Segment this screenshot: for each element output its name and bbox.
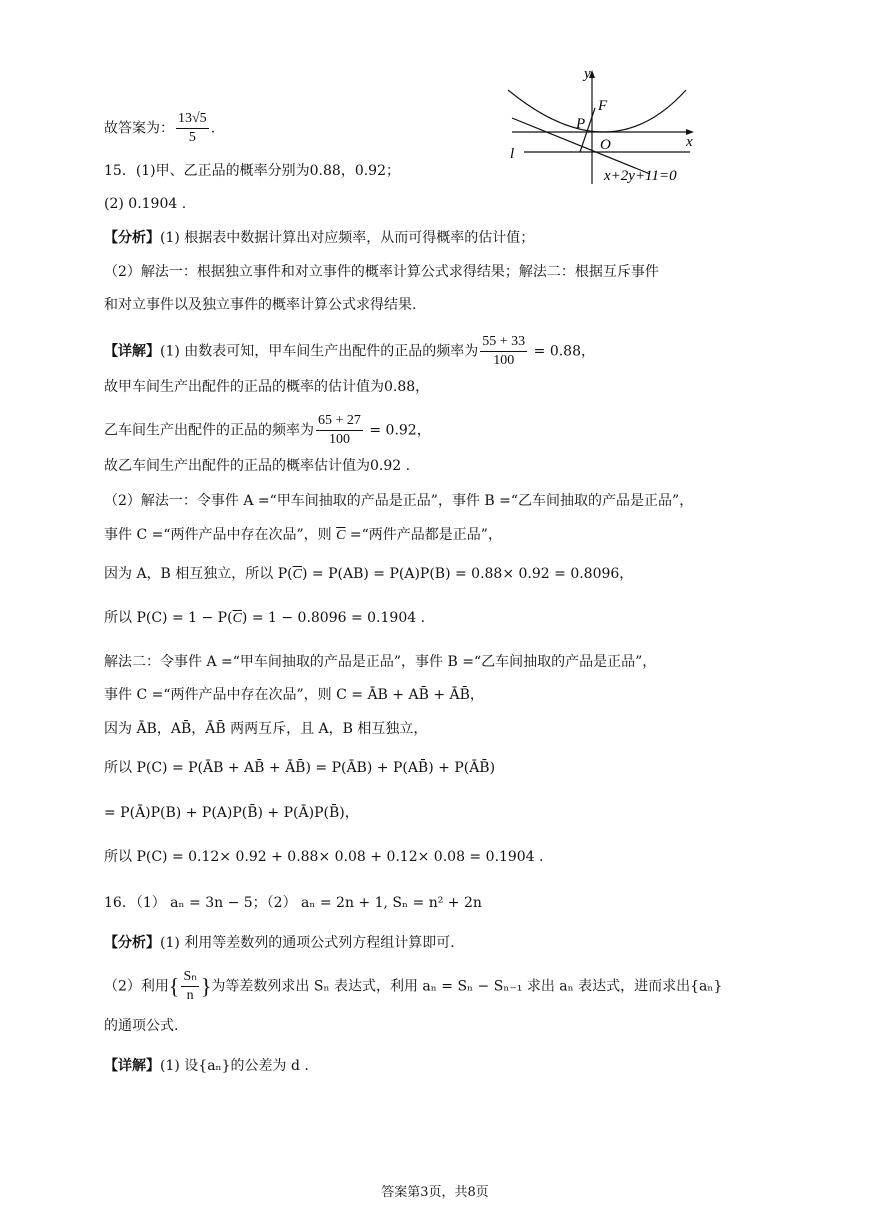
fraction-numerator: 65 + 27 — [316, 412, 363, 431]
detail-text: (1) 设{aₙ}的公差为 d . — [160, 1058, 309, 1074]
label-l: l — [510, 146, 515, 162]
q16-heading: 16．（1） aₙ = 3n − 5；（2） aₙ = 2n + 1, Sₙ = n² + 2n — [104, 895, 482, 911]
answer-14 — [104, 110, 215, 147]
analysis-text: (1) 根据表中数据计算出对应频率，从而可得概率的估计值； — [160, 230, 535, 246]
detail-end: = 0.88， — [529, 343, 595, 360]
q16-detail — [104, 1055, 309, 1077]
q15-method1-b — [104, 524, 502, 547]
label-p: P — [576, 116, 586, 132]
q15-detail-4: 故乙车间生产出配件的正品的概率估计值为0.92 . — [104, 458, 411, 474]
q15-method2-d: 所以 P(C) = P(ĀB + AB̄ + ĀB̄) = P(ĀB) + P(AB̄) + P(ĀB̄) — [104, 760, 496, 776]
label-y: y — [584, 66, 591, 82]
q15-heading: 15．(1)甲、乙正品的概率分别为0.88，0.92； — [104, 163, 400, 179]
text-pre: 所以 P(C) = 1 − P( — [104, 610, 233, 626]
fraction-denominator: 5 — [188, 130, 196, 145]
freq-fraction-1 — [480, 333, 527, 370]
q15-method1-c — [104, 563, 633, 586]
text-pre: 因为 A，B 相互独立，所以 P( — [104, 566, 293, 582]
brace-left: { — [168, 973, 180, 999]
answer-14-prefix: 故答案为： — [104, 120, 174, 137]
q15-method2-a: 解法二：令事件 A =“甲车间抽取的产品是正品”，事件 B =“乙车间抽取的产品是正品”， — [104, 654, 657, 670]
answer-14-fraction — [176, 110, 209, 147]
detail-text: (1) 由数表可知，甲车间生产出配件的正品的频率为 — [160, 343, 479, 360]
q15-detail-1 — [104, 333, 595, 370]
detail-end: = 0.92， — [364, 422, 431, 439]
label-x: x — [686, 134, 693, 150]
q15-detail-3 — [104, 412, 431, 449]
freq-fraction-2 — [316, 412, 363, 449]
q15-method2-f: 所以 P(C) = 0.12× 0.92 + 0.88× 0.08 + 0.12× 0.08 = 0.1904 . — [104, 849, 544, 865]
q15-method1-d — [104, 607, 425, 630]
q16-analysis-2b: 的通项公式. — [104, 1018, 179, 1034]
label-f: F — [598, 98, 608, 114]
fraction-denominator: 100 — [328, 432, 350, 447]
fraction-denominator: 100 — [493, 353, 515, 368]
q15-analysis-2b: 和对立事件以及独立事件的概率计算公式求得结果. — [104, 297, 417, 313]
analysis-tag: 【分析】 — [104, 935, 160, 951]
page-footer: 答案第3页，共8页 — [381, 1185, 489, 1200]
answer-14-end: . — [210, 120, 216, 137]
parabola-figure — [500, 62, 710, 192]
text-post: ) = 1 − 0.8096 = 0.1904 . — [241, 610, 426, 626]
q15-method1-a: （2）解法一：令事件 A =“甲车间抽取的产品是正品”，事件 B =“乙车间抽取的产品是正品”， — [104, 493, 694, 509]
q15-analysis-2a: （2）解法一：根据独立事件和对立事件的概率计算公式求得结果；解法二：根据互斥事件 — [104, 264, 659, 280]
fraction-denominator: n — [186, 988, 194, 1003]
q15-method2-c: 因为 ĀB，AB̄，ĀB̄ 两两互斥，且 A，B 相互独立， — [104, 721, 428, 737]
parabola-curve — [508, 90, 686, 132]
analysis-text: (1) 利用等差数列的通项公式列方程组计算即可. — [160, 935, 455, 951]
brace-right: } — [200, 973, 212, 999]
c-bar: $\overline{C}$ — [336, 528, 346, 543]
label-o: O — [600, 137, 611, 153]
q15-answer-2: (2) 0.1904 . — [104, 196, 187, 212]
q16-analysis-2 — [104, 968, 722, 1005]
text-pre: 事件 C =“两件产品中存在次品”，则 — [104, 527, 337, 543]
c-bar: $\overline{C}$ — [292, 567, 302, 582]
detail-tag: 【详解】 — [104, 343, 160, 360]
text-post: ) = P(AB) = P(A)P(B) = 0.88× 0.92 = 0.8096， — [301, 566, 634, 582]
fraction-numerator: 55 + 33 — [480, 333, 527, 352]
c-bar: $\overline{C}$ — [232, 611, 242, 626]
q15-detail-2: 故甲车间生产出配件的正品的概率的估计值为0.88， — [104, 379, 430, 395]
analysis-tag: 【分析】 — [104, 230, 160, 246]
detail-text: 乙车间生产出配件的正品的频率为 — [104, 422, 314, 439]
text-post: =“两件产品都是正品”， — [345, 527, 502, 543]
q15-method2-e: = P(Ā)P(B) + P(A)P(B̄) + P(Ā)P(B̄)， — [104, 805, 359, 821]
label-equation: x+2y+11=0 — [604, 168, 677, 184]
q15-analysis — [104, 227, 534, 249]
q15-method2-b: 事件 C =“两件产品中存在次品”，则 C = ĀB + AB̄ + ĀB̄， — [104, 687, 484, 703]
text-post: 为等差数列求出 Sₙ 表达式，利用 aₙ = Sₙ − Sₙ₋₁ 求出 aₙ 表达式，进而求出{aₙ} — [211, 978, 723, 995]
sn-over-n-fraction — [181, 968, 198, 1005]
fraction-numerator: Sₙ — [181, 968, 198, 987]
text-pre: （2）利用 — [104, 978, 169, 995]
fraction-numerator: 13√5 — [176, 110, 209, 129]
detail-tag: 【详解】 — [104, 1058, 160, 1074]
q16-analysis — [104, 932, 455, 954]
